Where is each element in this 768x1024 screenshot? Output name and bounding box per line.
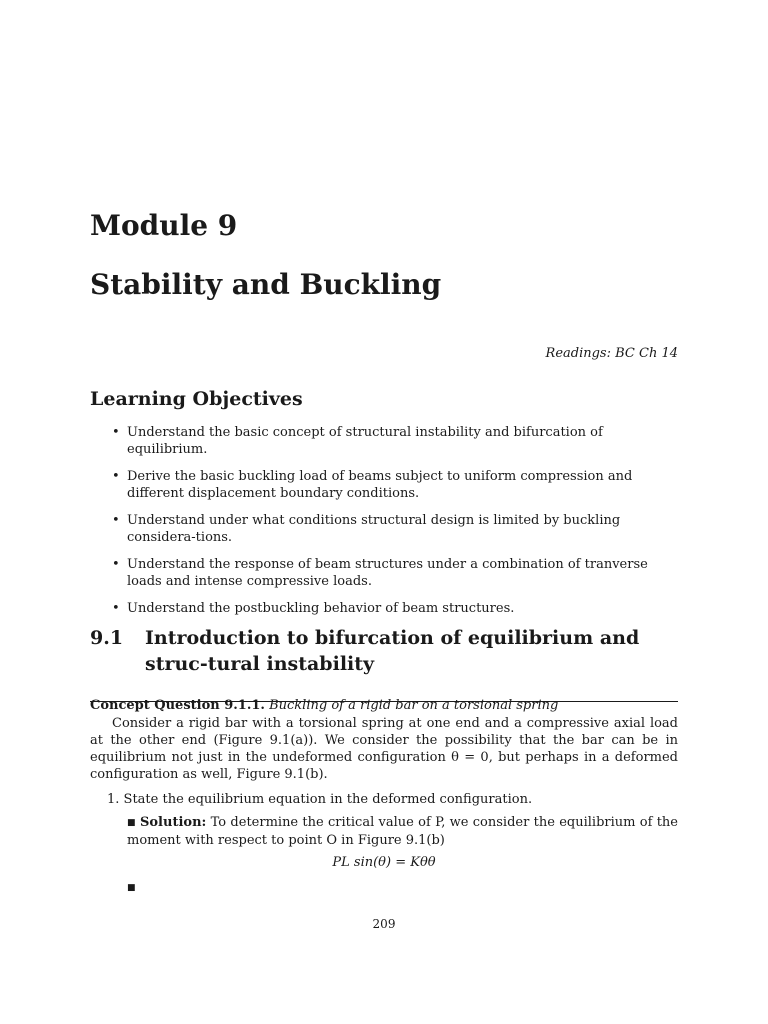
list-item [112,512,678,546]
equilibrium-equation: PL sin(θ) = Kθθ [332,855,436,870]
concept-question-subtitle: Buckling of a rigid bar on a torsional spring [269,698,559,713]
end-of-solution-icon: ■ [127,883,136,893]
page-number: 209 [372,917,396,931]
section-number: 9.1 [90,627,124,649]
solution-label: Solution: [140,815,207,830]
bullet-icon: • [112,557,120,572]
learning-objectives-list [112,424,678,627]
document-page [90,0,678,1024]
solution-text: To determine the critical value of P, we consider the equilibrium of the moment with respect to point O in Figure 9.1(b) [127,815,678,848]
concept-question-body: Consider a rigid bar with a torsional spring at one end and a compressive axial load at the other end (Figure 9.1(a)). We consider the possibility that the bar can be in equilibrium not just in the undeformed configuration θ = 0, but perhaps in a deformed configuration as well, Figure 9.1(b). [90,716,678,782]
bullet-icon: • [112,469,120,484]
list-item [112,424,678,458]
list-item [112,468,678,502]
objective-text: Understand the postbuckling behavior of beam structures. [127,601,515,616]
readings-note: Readings: BC Ch 14 [545,346,678,361]
learning-objectives-heading: Learning Objectives [90,388,303,410]
section-title: Introduction to bifurcation of equilibrium and struc-tural instability [145,627,640,675]
bullet-icon: • [112,513,120,528]
objective-text: Understand the response of beam structures under a combination of tranverse loads and intense compressive loads. [127,557,648,589]
bullet-icon: • [112,425,120,440]
list-item [112,556,678,590]
concept-question-header [90,697,558,714]
objective-text: Derive the basic buckling load of beams subject to uniform compression and different displacement boundary conditions. [127,469,633,501]
section-heading [90,625,690,677]
objective-text: Understand the basic concept of structural instability and bifurcation of equilibrium. [127,425,603,457]
solution-paragraph [127,814,678,849]
bullet-icon: • [112,601,120,616]
solution-marker-icon: ■ [127,818,136,828]
list-item [112,600,678,617]
chapter-title: Stability and Buckling [90,268,442,301]
objective-text: Understand under what conditions structural design is limited by buckling considera-tions. [127,513,621,545]
question-item: 1. State the equilibrium equation in the deformed configuration. [107,792,533,807]
concept-question-label: Concept Question 9.1.1. [90,698,265,713]
module-title: Module 9 [90,209,238,242]
